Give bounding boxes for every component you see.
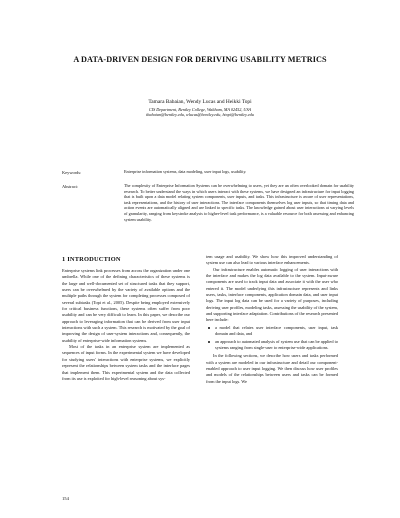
author-emails: tbabaian@bentley.edu, wlucas@bentley.edu, htopi@bentley.edu [146,112,254,118]
right-paragraph-1: tem usage and usability. We show how this improved understanding of system use can also lead to various interface enhancements. [206,254,338,266]
page-number: 154 [62,496,69,501]
left-column [62,268,190,382]
right-column [206,254,338,385]
bullet-icon [208,341,210,343]
abstract-label: Abstract: [62,184,79,189]
list-item-text: a model that relates user interface components, user input, task domain and data, and [215,324,338,337]
intro-paragraph-1: Enterprise systems link processes from across the organization under one umbrella. While one of the defining characteristics of these systems is the large and well-documented set of structured tasks that they support, users can be overwhelmed by the variety of available options and the multiple paths through the system for completing processes composed of several subtasks (Topi et al., 2005). Despite being employed extensively for critical business functions, these systems often suffer from poor usability and can be very difficult to learn. In this paper, we describe our approach to leveraging information that can be derived from user input interactions with such a system. This research is motivated by the goal of improving the design of user-system interactions and, consequently, the usability of enterprise-wide information systems. [62,268,190,343]
affiliation: CIS Department, Bentley College, Waltham, MA 02452, USA [148,107,252,112]
right-paragraph-3: In the following sections, we describe how users and tasks performed with a system are modeled in our infrastructure and detail our component-enabled approach to user input logging. We then discuss how user profiles and models of the relationships between users and tasks can be formed from the input logs. We [206,353,338,384]
author-list: Tamara Babaian, Wendy Lucas and Heikki Topi [148,99,252,105]
list-item [206,339,338,352]
section-heading-introduction: 1 INTRODUCTION [62,256,121,263]
bullet-icon [208,327,210,329]
right-paragraph-2: Our infrastructure enables automatic logging of user interactions with the interface and makes the log data available to the system. Input-aware components are used to track input data and associate it with the user who entered it. The model underlying this infrastructure represents and links users, tasks, interface components, application domain data, and user input logs. The input log data can be used for a variety of purposes, including deriving user profiles, modeling tasks, assessing the usability of the system, and supporting interface adaptation. Contributions of the research presented here include: [206,266,338,323]
abstract-text: The complexity of Enterprise Information Systems can be overwhelming to users, yet they are an often overlooked domain for usability research. To better understand the ways in which users interact with these systems, we have designed an infrastructure for input logging that is built upon a data model relating system components, user inputs, and tasks. This infrastructure is aware of user representations, task representations, and the history of user interactions. The interface components themselves log user inputs, so that timing data and action events are automatically aligned and are linked to specific tasks. The knowledge gained about user interactions at varying levels of granularity, ranging from keystroke analysis to higher-level task performance, is a valuable resource for both assessing and enhancing system usability. [124,183,354,222]
list-item [206,325,338,338]
intro-paragraph-2: Most of the tasks in an enterprise system are implemented as sequences of input forms. In the experimental system we have developed for studying users' interactions with enterprise systems, we explicitly represent the relationships between system tasks and the interface pages that implement them. This experimental system and the data collected from its use is exploited for high-level reasoning about sys- [62,344,190,381]
author-affiliation-block [0,107,400,118]
keywords-label: Keywords: [62,170,82,175]
paper-title: A DATA-DRIVEN DESIGN FOR DERIVING USABILITY METRICS [73,55,327,64]
contribution-list [206,325,338,352]
keywords-text: Enterprise information systems, data modeling, user input logs, usability. [124,169,247,174]
list-item-text: an approach to automated analysis of system use that can be applied to systems ranging from single-user to enterprise-wide applications. [215,338,338,351]
